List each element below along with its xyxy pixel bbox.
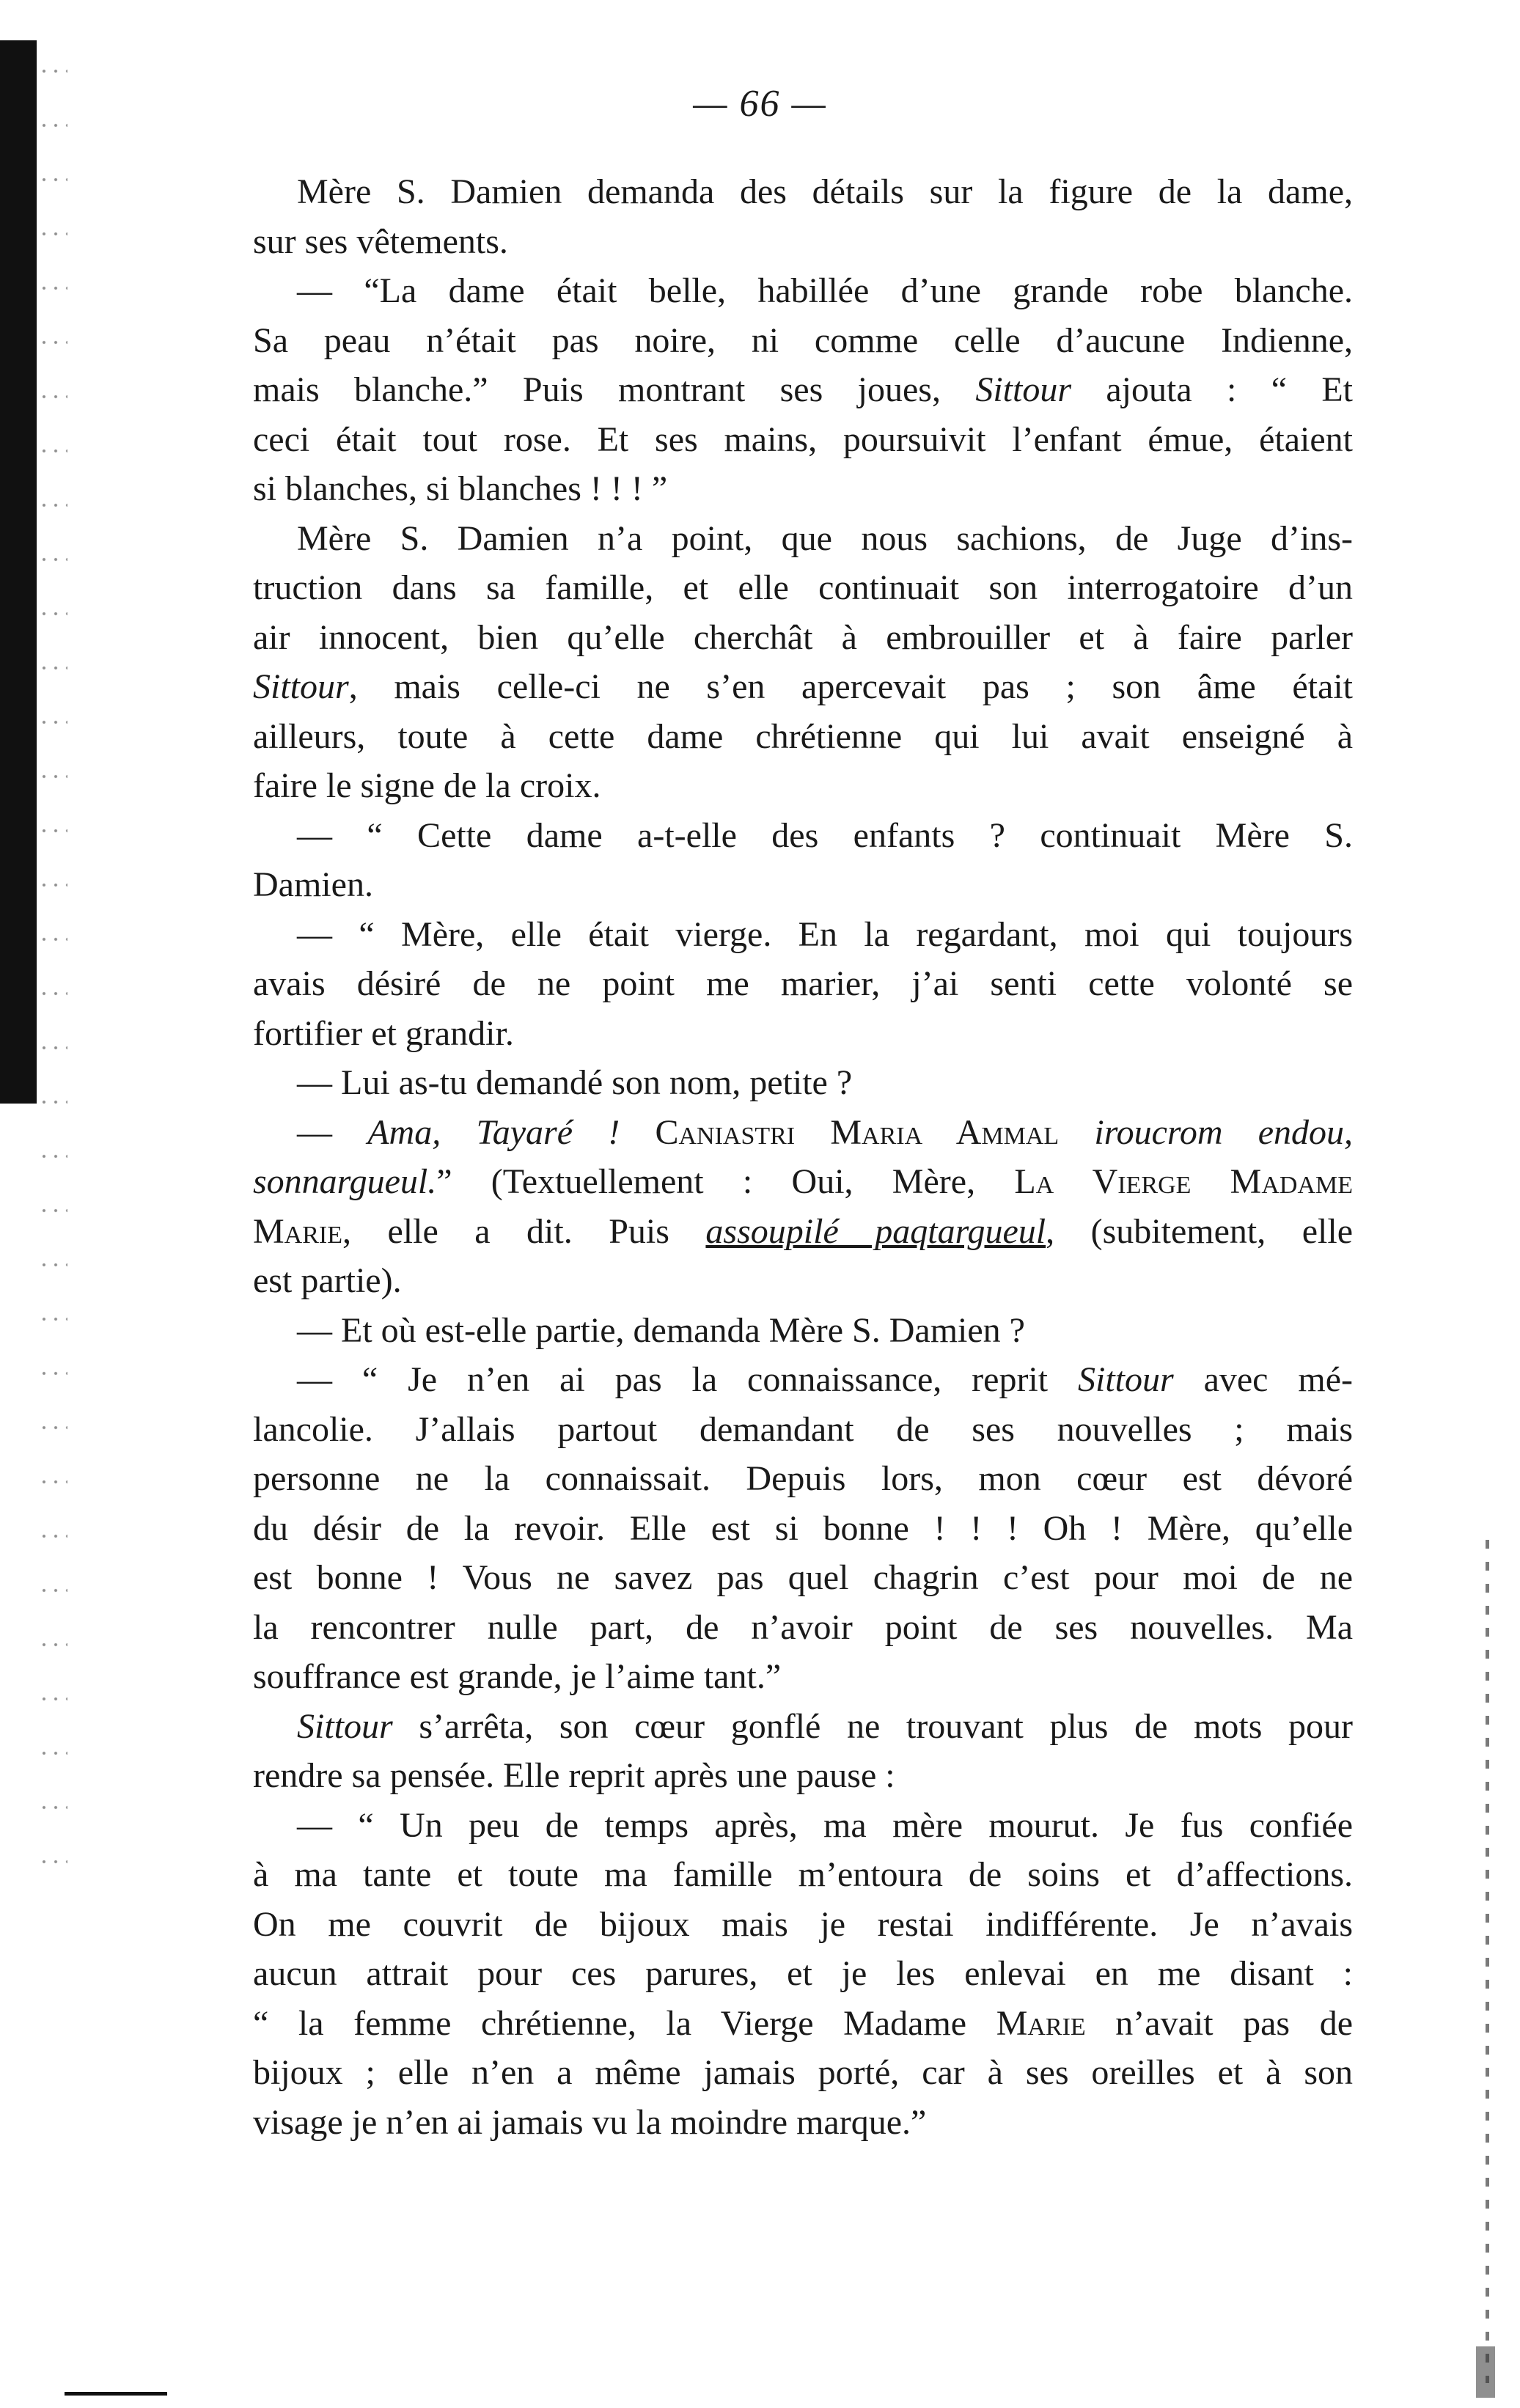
- text-line: est partie).: [253, 1261, 402, 1300]
- body-text: [253, 167, 1353, 2147]
- text-line: bijoux ; elle n’en a même jamais porté, car à ses oreilles et à son: [253, 2053, 1353, 2092]
- text-line: truction dans sa famille, et elle continuait son interrogatoire d’un: [253, 568, 1353, 607]
- text-line: fortifier et grandir.: [253, 1013, 514, 1053]
- text-line: — Et où est-elle partie, demanda Mère S. Damien ?: [297, 1310, 1025, 1350]
- text-line: est bonne ! Vous ne savez pas quel chagrin c’est pour moi de ne: [253, 1558, 1353, 1597]
- text-line: Marie, elle a dit. Puis assoupilé paqtargueul, (subitement, elle: [253, 1211, 1353, 1251]
- text-line: avais désiré de ne point me marier, j’ai senti cette volonté se: [253, 964, 1353, 1003]
- text-line: rendre sa pensée. Elle reprit après une pause :: [253, 1756, 895, 1795]
- text-line: — “La dame était belle, habillée d’une grande robe blanche.: [297, 271, 1353, 310]
- text-line: ailleurs, toute à cette dame chrétienne qui lui avait enseigné à: [253, 716, 1353, 756]
- text-line: du désir de la revoir. Elle est si bonne ! ! ! Oh ! Mère, qu’elle: [253, 1508, 1353, 1548]
- text-line: Mère S. Damien demanda des détails sur la figure de la dame,: [297, 172, 1353, 211]
- text-line: mais blanche.” Puis montrant ses joues, Sittour ajouta : “ Et: [253, 370, 1354, 409]
- text-line: — “ Un peu de temps après, ma mère mourut. Je fus confiée: [297, 1805, 1353, 1845]
- page-number: — 66 —: [693, 83, 827, 125]
- scan-corner-blot: [1476, 2346, 1495, 2398]
- text-line: Sittour s’arrêta, son cœur gonflé ne trouvant plus de mots pour: [297, 1706, 1353, 1746]
- scan-binding-shadow: [0, 40, 37, 1104]
- text-line: Mère S. Damien n’a point, que nous sachions, de Juge d’ins-: [297, 518, 1353, 558]
- text-line: — “ Cette dame a-t-elle des enfants ? continuait Mère S.: [297, 815, 1353, 855]
- text-line: lancolie. J’allais partout demandant de ses nouvelles ; mais: [253, 1409, 1353, 1449]
- text-line: Sittour, mais celle-ci ne s’en apercevait pas ; son âme était: [253, 667, 1353, 706]
- text-line: On me couvrit de bijoux mais je restai indifférente. Je n’avais: [253, 1904, 1353, 1944]
- text-line: sonnargueul.” (Textuellement : Oui, Mère, La Vierge Madame: [253, 1162, 1354, 1201]
- text-line: à ma tante et toute ma famille m’entoura de soins et d’affections.: [253, 1855, 1353, 1894]
- scan-bottom-mark: [65, 2392, 167, 2396]
- text-line: — Ama, Tayaré ! Caniastri Maria Ammal iroucrom endou,: [297, 1112, 1354, 1152]
- text-line: sur ses vêtements.: [253, 221, 508, 261]
- text-line: personne ne la connaissait. Depuis lors, mon cœur est dévoré: [253, 1459, 1353, 1498]
- text-line: Damien.: [253, 865, 373, 904]
- text-line: faire le signe de la croix.: [253, 766, 601, 805]
- text-line: — “ Je n’en ai pas la connaissance, reprit Sittour avec mé-: [297, 1360, 1353, 1399]
- text-line: air innocent, bien qu’elle cherchât à embrouiller et à faire parler: [253, 617, 1353, 657]
- text-line: visage je n’en ai jamais vu la moindre marque.”: [253, 2102, 927, 2142]
- text-line: Sa peau n’était pas noire, ni comme celle d’aucune Indienne,: [253, 320, 1353, 360]
- text-line: ceci était tout rose. Et ses mains, poursuivit l’enfant émue, étaient: [253, 419, 1353, 459]
- scan-right-edge: [1486, 1540, 1489, 2383]
- text-line: aucun attrait pour ces parures, et je les enlevai en me disant :: [253, 1954, 1353, 1993]
- text-line: “ la femme chrétienne, la Vierge Madame Marie n’avait pas de: [253, 2003, 1353, 2043]
- text-line: souffrance est grande, je l’aime tant.”: [253, 1657, 782, 1696]
- text-line: — “ Mère, elle était vierge. En la regardant, moi qui toujours: [297, 914, 1353, 954]
- scan-gutter-specks: [38, 44, 67, 1914]
- text-line: la rencontrer nulle part, de n’avoir point de ses nouvelles. Ma: [253, 1607, 1353, 1647]
- text-line: si blanches, si blanches ! ! ! ”: [253, 469, 668, 508]
- text-line: — Lui as-tu demandé son nom, petite ?: [297, 1063, 853, 1102]
